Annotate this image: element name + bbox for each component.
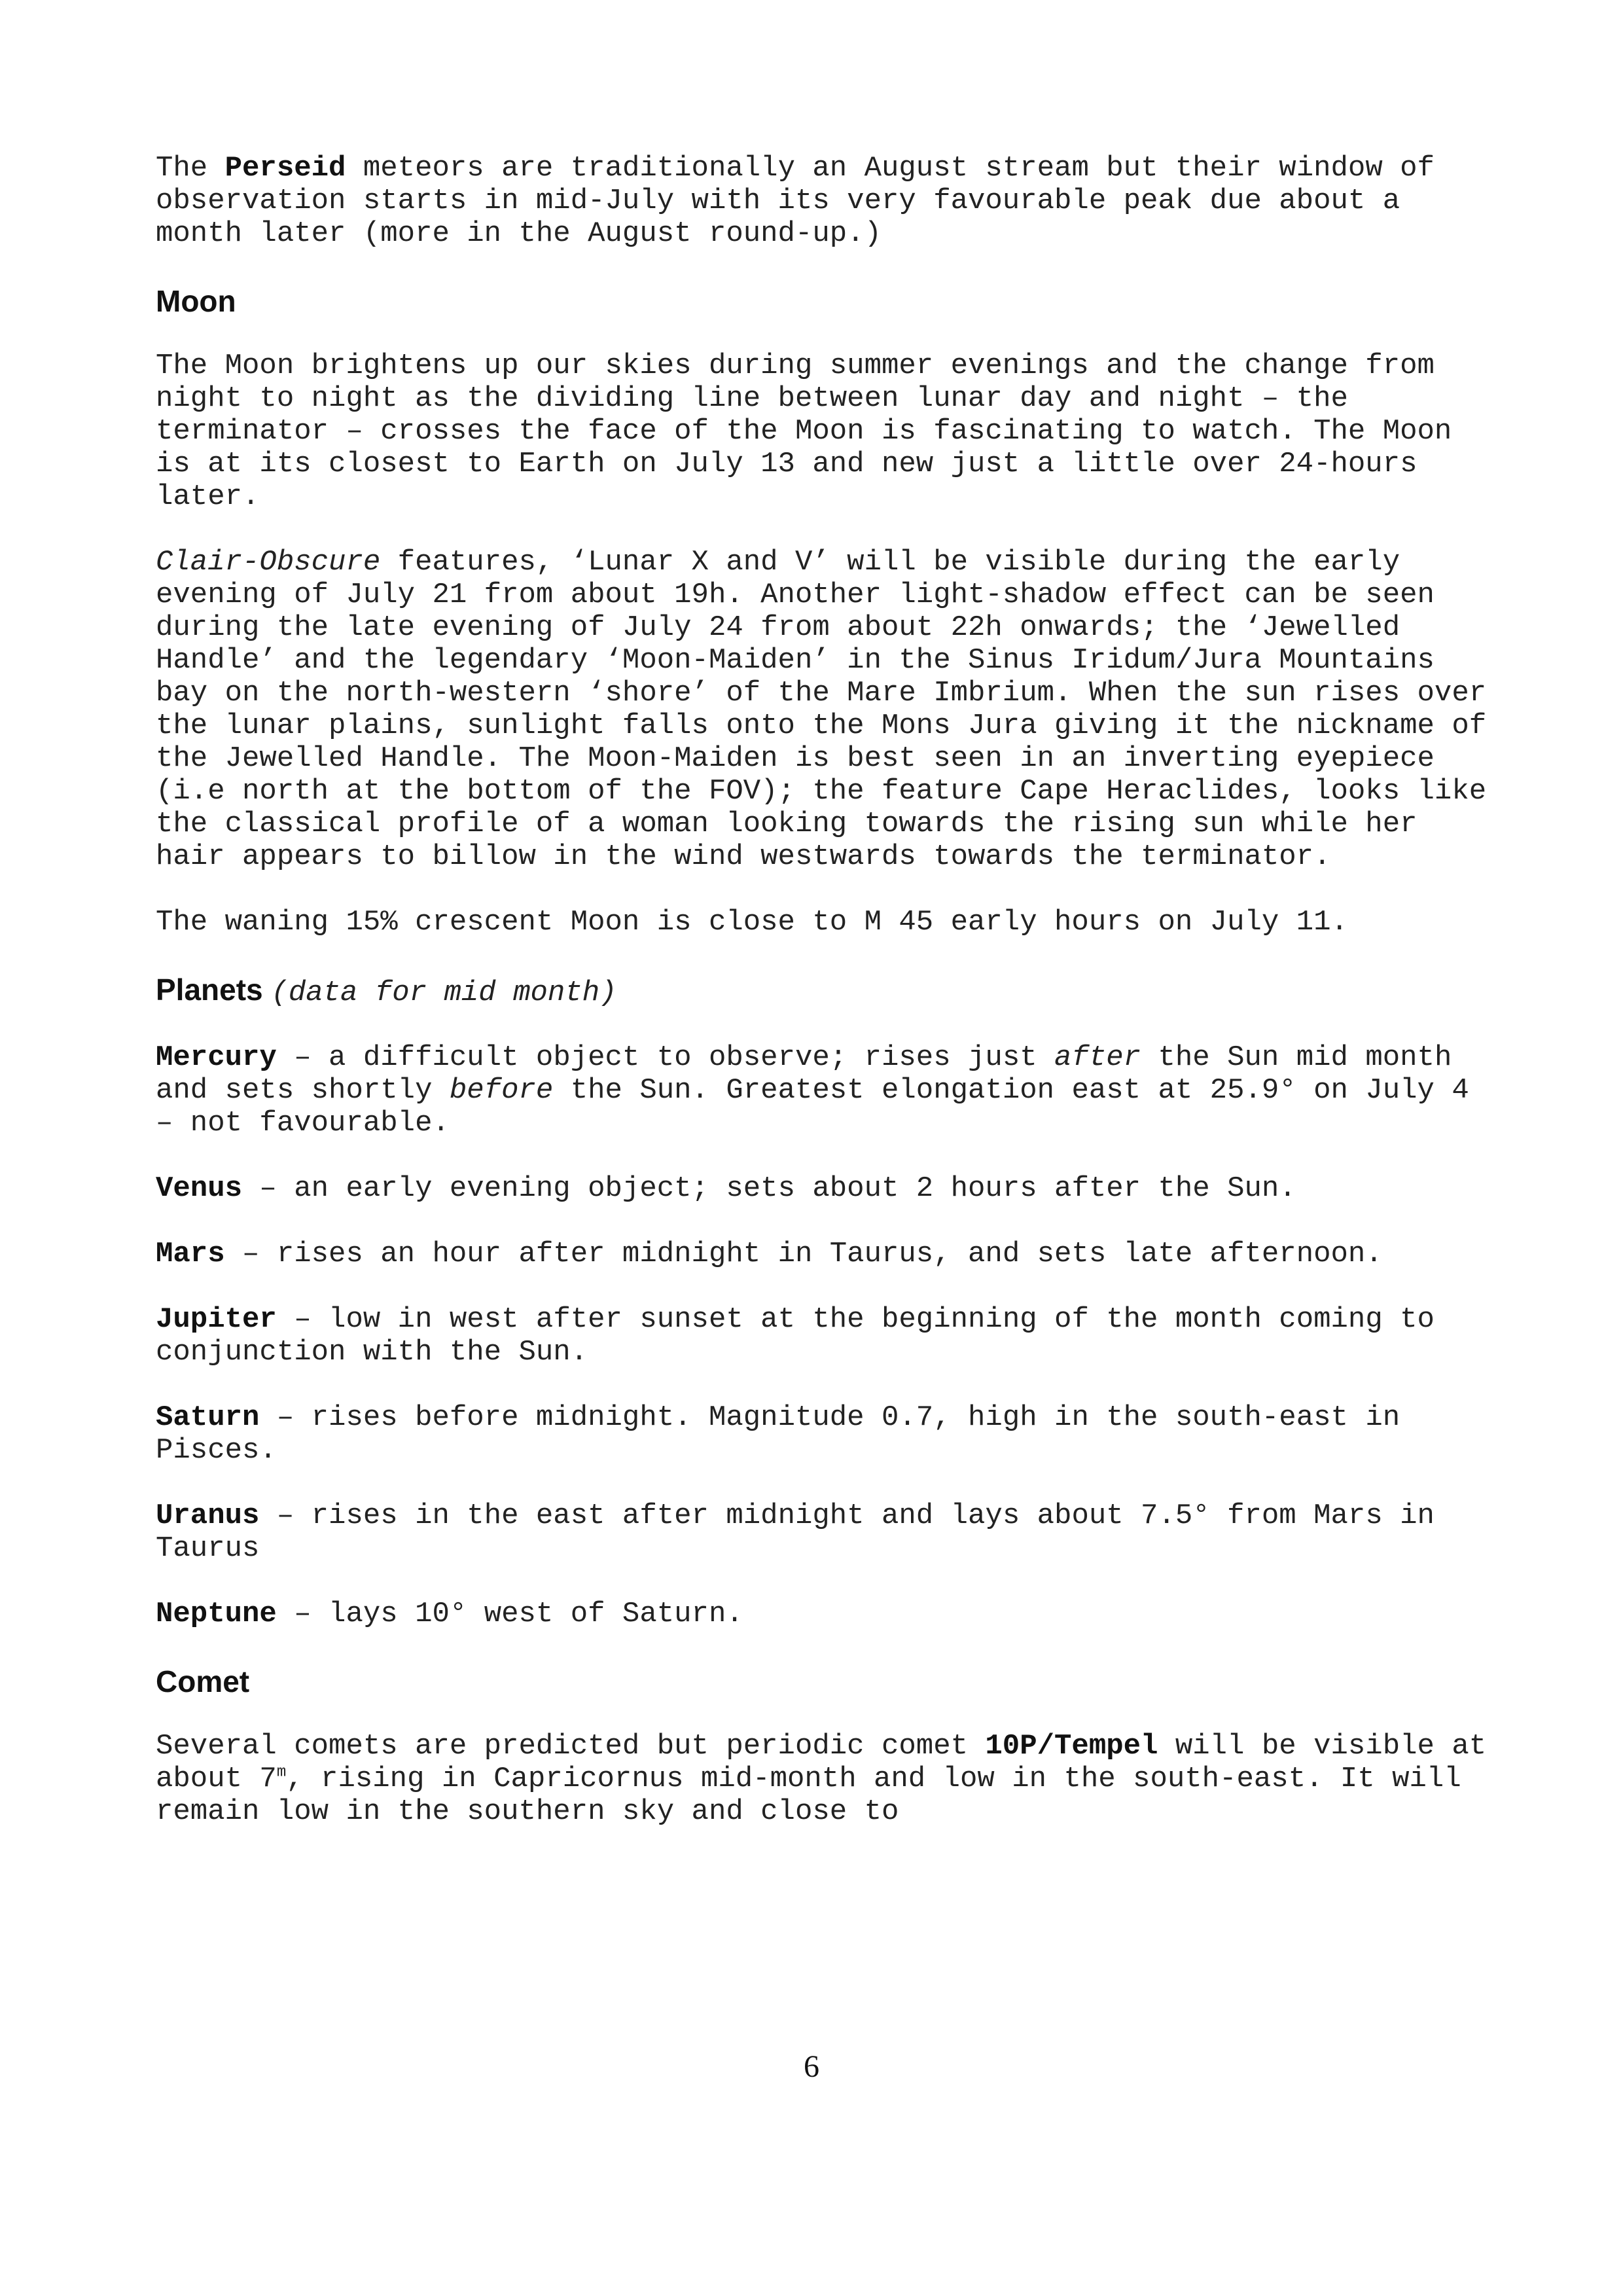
planets-heading <box>156 971 1491 1011</box>
comet-text-1: Several comets are predicted but periodic comet <box>156 1730 986 1763</box>
perseid-text-2: meteors are traditionally an August stream but their window of observation starts in mid-July with its very favourable peak due about a month later (more in the August round-up.) <box>156 152 1435 250</box>
page-number: 6 <box>804 2049 819 2084</box>
planet-uranus <box>156 1499 1491 1565</box>
planet-venus <box>156 1172 1491 1205</box>
planet-text: – rises in the east after midnight and lays about 7.5° from Mars in Taurus <box>156 1499 1435 1565</box>
planets-heading-note: (data for mid month) <box>271 977 617 1009</box>
moon-heading: Moon <box>156 284 236 318</box>
planet-name: Mercury <box>156 1041 277 1074</box>
moon-paragraph-2 <box>156 546 1491 873</box>
planet-saturn <box>156 1401 1491 1467</box>
clair-obscure-term: Clair-Obscure <box>156 546 381 579</box>
comet-text-3: , rising in Capricornus mid-month and low in the south-east. It will remain low in the southern sky and close to <box>156 1763 1461 1828</box>
moon-paragraph-1: The Moon brightens up our skies during summer evenings and the change from night to night as the dividing line between lunar day and night – the terminator – crosses the face of the Moon is fascinating to watch. The Moon is at its closest to Earth on July 13 and new just a little over 24-hours later. <box>156 350 1452 513</box>
planet-text: the Sun mid month and sets shortly <box>156 1041 1452 1107</box>
perseid-paragraph <box>156 152 1491 250</box>
planet-text: – low in west after sunset at the beginning of the month coming to conjunction with the Sun. <box>156 1303 1435 1369</box>
emphasis: before <box>449 1074 554 1107</box>
planet-mars <box>156 1238 1491 1270</box>
comet-heading: Comet <box>156 1664 250 1698</box>
magnitude-superscript: m <box>276 1763 287 1782</box>
planet-text: the Sun. Greatest elongation east at 25.9° on July 4 – not favourable. <box>156 1074 1469 1139</box>
perseid-text-1: The <box>156 152 225 185</box>
comet-name: 10P/Tempel <box>985 1730 1158 1763</box>
planet-name: Uranus <box>156 1499 260 1532</box>
perseid-term: Perseid <box>224 152 346 185</box>
emphasis: after <box>1054 1041 1141 1074</box>
planet-name: Saturn <box>156 1401 260 1434</box>
planet-text: – a difficult object to observe; rises just <box>276 1041 1055 1074</box>
planet-name: Neptune <box>156 1598 277 1630</box>
document-body <box>156 152 1491 1861</box>
planet-mercury <box>156 1041 1491 1139</box>
planet-text: – lays 10° west of Saturn. <box>276 1598 743 1630</box>
comet-paragraph <box>156 1730 1491 1828</box>
moon-paragraph-3: The waning 15% crescent Moon is close to M 45 early hours on July 11. <box>156 906 1348 939</box>
planets-heading-text: Planets <box>156 973 263 1007</box>
planet-text: – rises an hour after midnight in Taurus, and sets late afternoon. <box>224 1238 1383 1270</box>
planet-name: Venus <box>156 1172 243 1205</box>
planet-text: – rises before midnight. Magnitude 0.7, high in the south-east in Pisces. <box>156 1401 1400 1467</box>
moon-paragraph-2-text: features, ‘Lunar X and V’ will be visible during the early evening of July 21 from about 19h. Another light-shadow effect can be seen during the late evening of July 24 from about 22h onwards; the ‘Jewelled Handle’ and the legendary ‘Moon-Maiden’ in the Sinus Iridum/Jura Mountains bay on the north-western ‘shore’ of the Mare Imbrium. When the sun rises over the lunar plains, sunlight falls onto the Mons Jura giving it the nickname of the Jewelled Handle. The Moon-Maiden is best seen in an inverting eyepiece (i.e north at the bottom of the FOV); the feature Cape Heraclides, looks like the classical profile of a woman looking towards the rising sun while her hair appears to billow in the wind westwards towards the terminator. <box>156 546 1487 873</box>
planet-text: – an early evening object; sets about 2 hours after the Sun. <box>242 1172 1296 1205</box>
comet-text-2: will be visible at about 7 <box>156 1730 1487 1795</box>
planet-jupiter <box>156 1303 1491 1369</box>
planet-name: Jupiter <box>156 1303 277 1336</box>
planet-neptune <box>156 1598 1491 1630</box>
planet-name: Mars <box>156 1238 225 1270</box>
